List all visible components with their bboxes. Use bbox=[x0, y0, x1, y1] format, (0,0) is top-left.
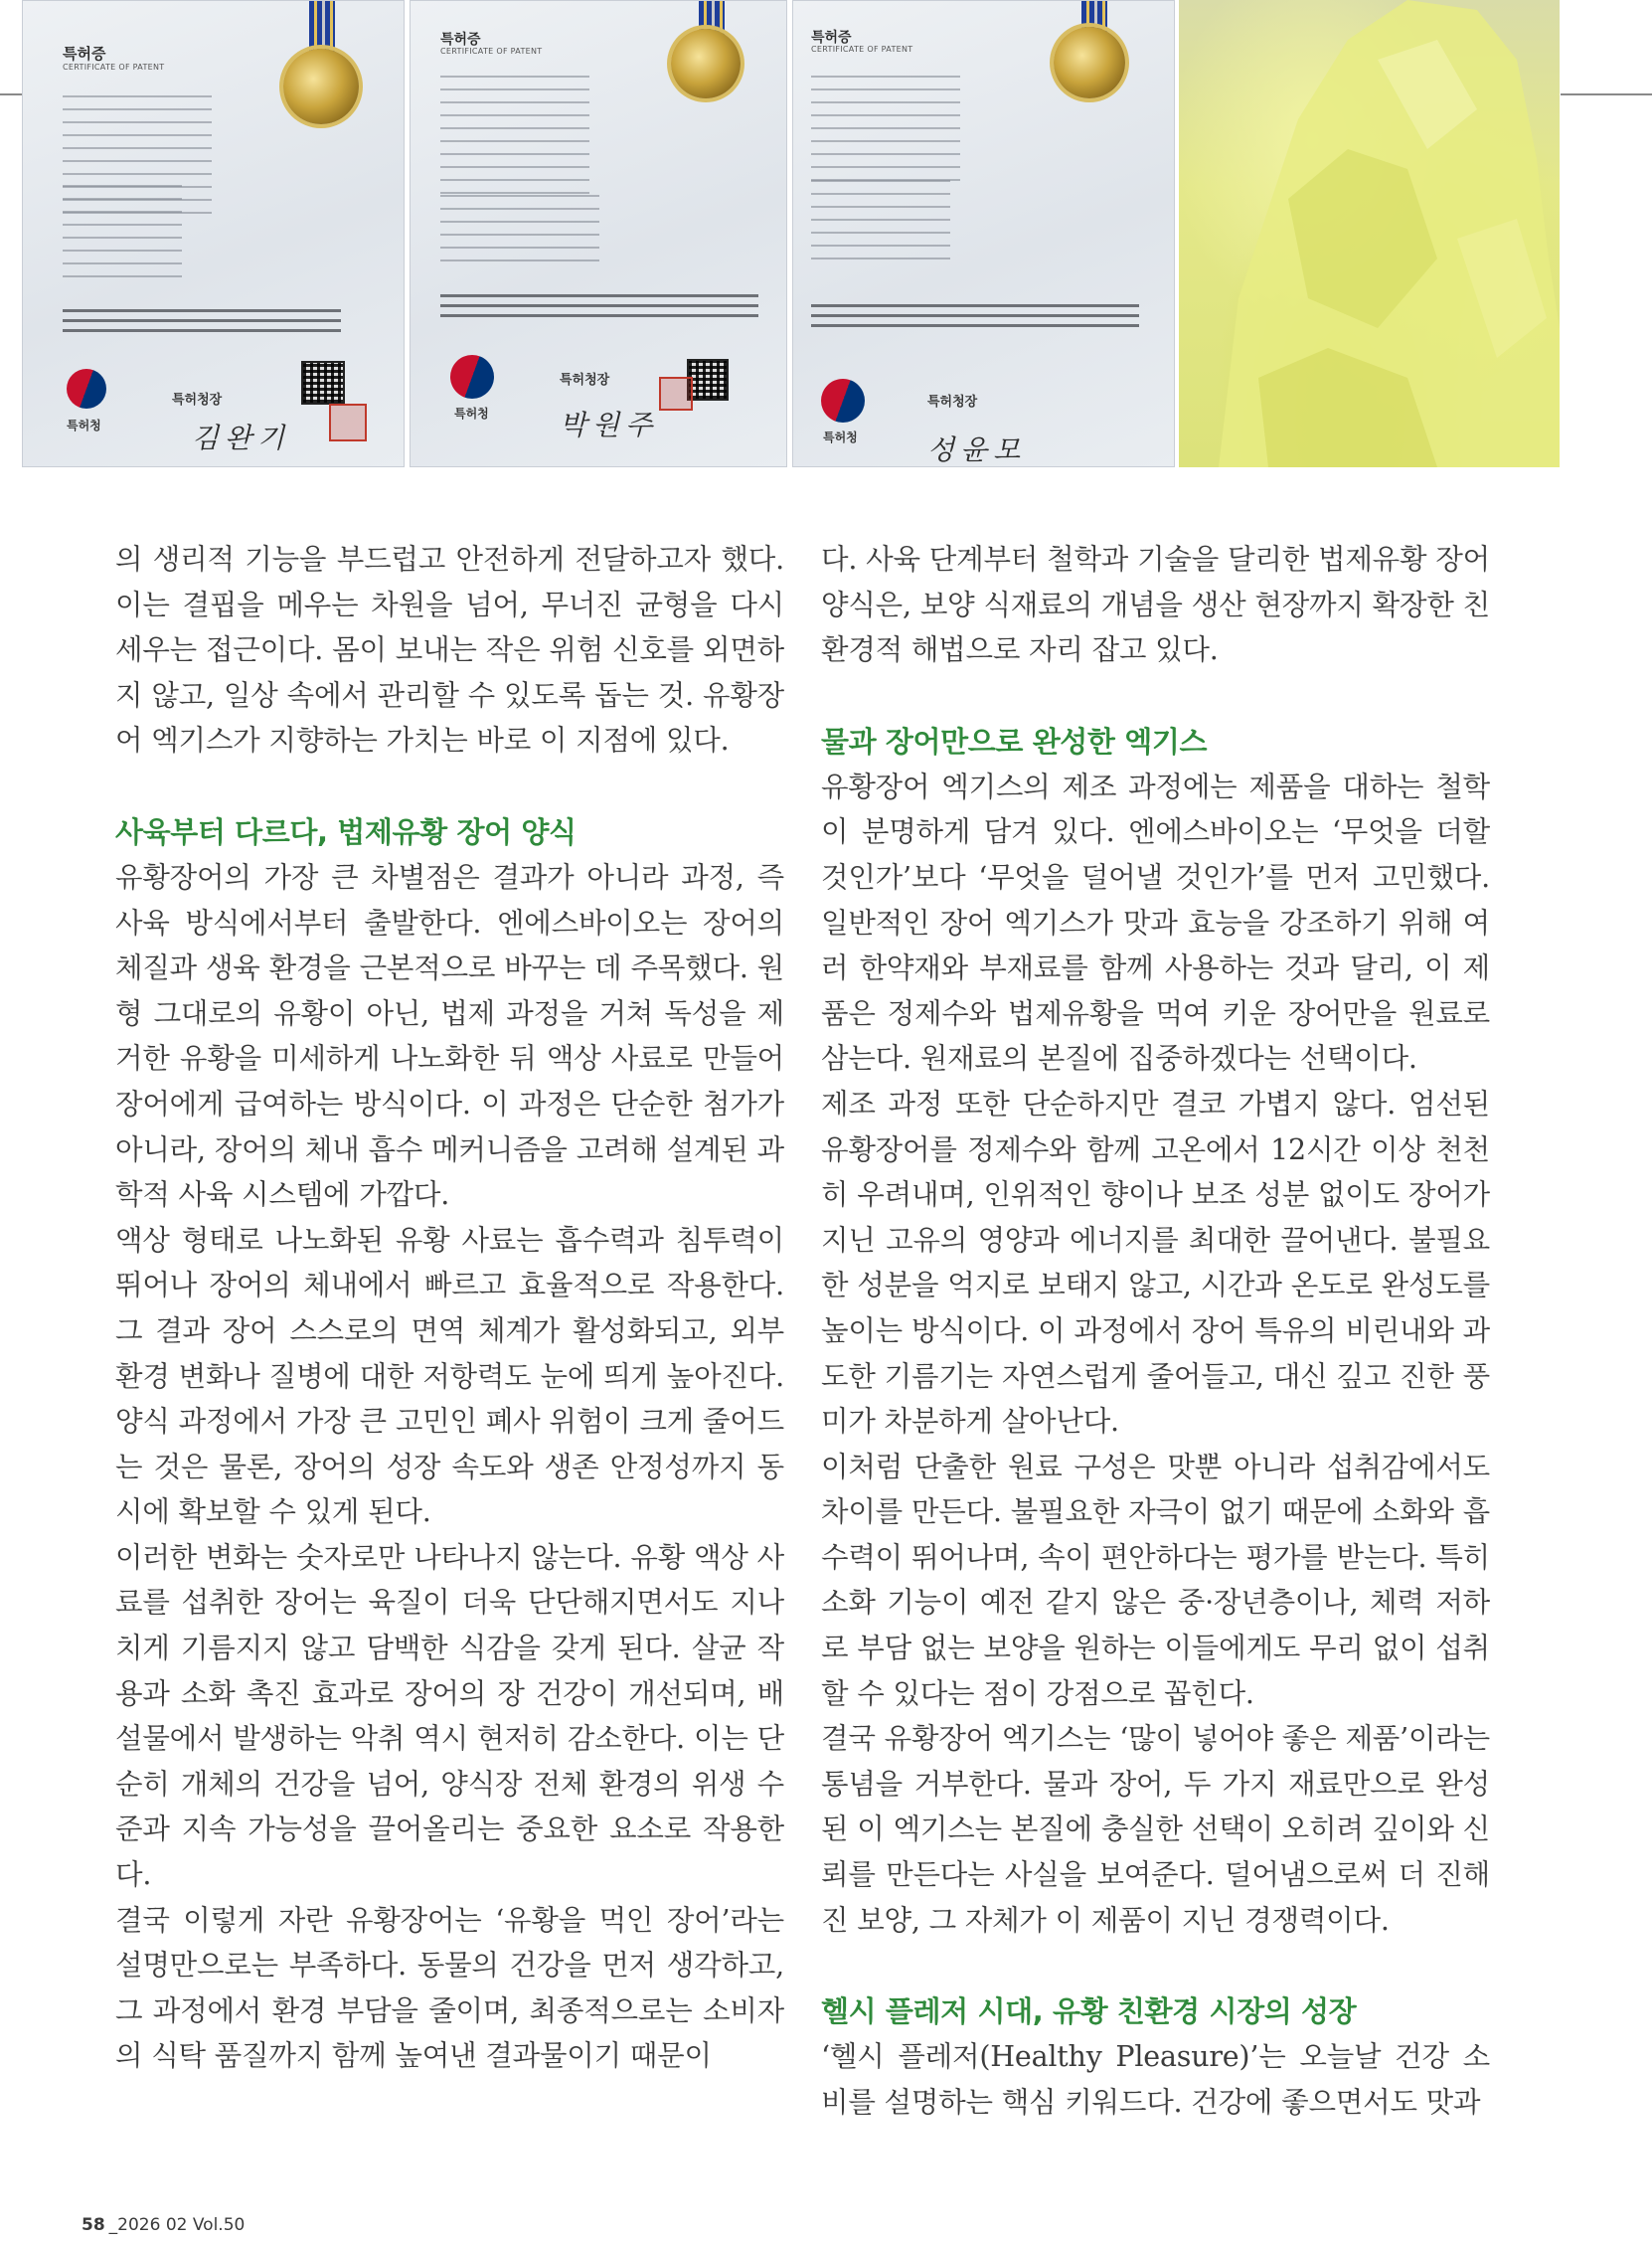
section-heading: 헬시 플레저 시대, 유황 친환경 시장의 성장 bbox=[821, 1994, 1357, 2029]
commissioner-signature: 김완기 bbox=[192, 422, 291, 454]
qr-code-icon bbox=[687, 359, 729, 401]
body-paragraph: 이처럼 단출한 원료 구성은 맛뿐 아니라 섭취감에서도 차이를 만든다. 불필요한 자극이 없기 때문에 소화와 흡수력이 뛰어나며, 속이 편안하다는 평가를 받는다. 특히 소화 기능이 예전 같지 않은 중·장년층이나, 체력 저하로 부담 없는 보양을 원하는 이들에게도 무리 없이 섭취할 수 있다는 점이 강점으로 꼽힌다. bbox=[821, 1450, 1490, 1710]
commissioner-label: 특허청장 bbox=[560, 373, 610, 388]
commissioner-signature: 박원주 bbox=[560, 409, 659, 441]
body-paragraph: 유황장어 엑기스의 제조 과정에는 제품을 대하는 철학이 분명하게 담겨 있다. 엔에스바이오는 ‘무엇을 더할 것인가’보다 ‘무엇을 덜어낼 것인가’를 먼저 고민했다. 일반적인 장어 엑기스가 맛과 효능을 강조하기 위해 여러 한약재와 부재료를 함께 사용하는 것과 달리, 이 제품은 정제수와 법제유황을 먹여 키운 장어만을 원료로 삼는다. 원재료의 본질에 집중하겠다는 선택이다. bbox=[821, 770, 1490, 1076]
body-paragraph: 유황장어의 가장 큰 차별점은 결과가 아니라 과정, 즉 사육 방식에서부터 출발한다. 엔에스바이오는 장어의 체질과 생육 환경을 근본적으로 바꾸는 데 주목했다. 원형 그대로의 유황이 아닌, 법제 과정을 거쳐 독성을 제거한 유황을 미세하게 나노화한 뒤 액상 사료로 만들어 장어에게 급여하는 방식이다. 이 과정은 단순한 첨가가 아니라, 장어의 체내 흡수 메커니즘을 고려해 설계된 과학적 사육 시스템에 가깝다. bbox=[115, 860, 784, 1212]
qr-code-icon bbox=[301, 361, 345, 405]
gold-seal-icon bbox=[1054, 27, 1125, 98]
office-label: 특허청 bbox=[67, 419, 101, 432]
patent-certificate-photo-2 bbox=[410, 0, 787, 467]
certificate-title: 특허증 bbox=[440, 32, 481, 48]
office-label: 특허청 bbox=[823, 431, 858, 444]
body-paragraph: 이러한 변화는 숫자로만 나타나지 않는다. 유황 액상 사료를 섭취한 장어는 육질이 더욱 단단해지면서도 지나치게 기름지지 않고 담백한 식감을 갖게 된다. 살균 작용과 소화 촉진 효과로 장어의 장 건강이 개선되며, 배설물에서 발생하는 악취 역시 현저히 감소한다. 이는 단순히 개체의 건강을 넘어, 양식장 전체 환경의 위생 수준과 지속 가능성을 끌어올리는 중요한 요소로 작용한다. bbox=[115, 1540, 784, 1892]
paragraph-gap bbox=[821, 1943, 1490, 1988]
gold-seal-icon bbox=[671, 29, 741, 98]
body-paragraph: 다. 사육 단계부터 철학과 기술을 달리한 법제유황 장어 양식은, 보양 식재료의 개념을 생산 현장까지 확장한 친환경적 해법으로 자리 잡고 있다. bbox=[821, 543, 1490, 667]
certificate-title: 특허증 bbox=[811, 30, 852, 46]
page-number: 58 bbox=[82, 2215, 105, 2235]
government-emblem-icon bbox=[67, 369, 106, 409]
certificate-statement bbox=[440, 294, 758, 324]
body-paragraph: 제조 과정 또한 단순하지만 결코 가볍지 않다. 엄선된 유황장어를 정제수와 함께 고온에서 12시간 이상 천천히 우려내며, 인위적인 향이나 보조 성분 없이도 장어가 지닌 고유의 영양과 에너지를 최대한 끌어낸다. 불필요한 성분을 억지로 보태지 않고, 시간과 온도로 완성도를 높이는 방식이다. 이 과정에서 장어 특유의 비린내와 과도한 기름기는 자연스럽게 줄어들고, 대신 깊고 진한 풍미가 차분하게 살아난다. bbox=[821, 1087, 1490, 1439]
paragraph-gap bbox=[115, 764, 784, 809]
header-rule-left bbox=[0, 93, 22, 95]
body-paragraph: 액상 형태로 나노화된 유황 사료는 흡수력과 침투력이 뛰어나 장어의 체내에서 빠르고 효율적으로 작용한다. 그 결과 장어 스스로의 면역 체계가 활성화되고, 외부 환경 변화나 질병에 대한 저항력도 눈에 띄게 높아진다. 양식 과정에서 가장 큰 고민인 폐사 위험이 크게 줄어드는 것은 물론, 장어의 성장 속도와 생존 안정성까지 동시에 확보할 수 있게 된다. bbox=[115, 1223, 784, 1529]
gold-seal-icon bbox=[283, 49, 359, 124]
right-text-column bbox=[821, 537, 1490, 2125]
certificate-statement bbox=[63, 309, 341, 339]
certificate-subtitle: CERTIFICATE OF PATENT bbox=[811, 45, 913, 54]
office-label: 특허청 bbox=[454, 407, 489, 421]
sulfur-rock-illustration bbox=[1179, 0, 1560, 467]
body-paragraph: 의 생리적 기능을 부드럽고 안전하게 전달하고자 했다. 이는 결핍을 메우는 차원을 넘어, 무너진 균형을 다시 세우는 접근이다. 몸이 보내는 작은 위험 신호를 외면하지 않고, 일상 속에서 관리할 수 있도록 돕는 것. 유황장어 엑기스가 지향하는 가치는 바로 이 지점에 있다. bbox=[115, 543, 784, 758]
official-stamp-icon bbox=[659, 377, 693, 411]
certificate-fields bbox=[440, 76, 589, 195]
certificate-title: 특허증 bbox=[63, 45, 106, 63]
issue-label: _2026 02 Vol.50 bbox=[108, 2215, 246, 2235]
certificate-fields-secondary bbox=[440, 195, 599, 264]
sulfur-rock-photo bbox=[1179, 0, 1560, 467]
certificate-subtitle: CERTIFICATE OF PATENT bbox=[63, 63, 165, 72]
section-heading: 물과 장어만으로 완성한 엑기스 bbox=[821, 724, 1208, 759]
paragraph-gap bbox=[821, 673, 1490, 719]
section-heading: 사육부터 다르다, 법제유황 장어 양식 bbox=[115, 814, 577, 849]
header-rule-right bbox=[1561, 93, 1652, 95]
body-paragraph: 결국 유황장어 엑기스는 ‘많이 넣어야 좋은 제품’이라는 통념을 거부한다. 물과 장어, 두 가지 재료만으로 완성된 이 엑기스는 본질에 충실한 선택이 오히려 깊이와 신뢰를 만든다는 사실을 보여준다. 덜어냄으로써 더 진해진 보양, 그 자체가 이 제품이 지닌 경쟁력이다. bbox=[821, 1722, 1490, 1937]
certificate-fields-secondary bbox=[63, 185, 182, 284]
commissioner-label: 특허청장 bbox=[172, 393, 223, 408]
body-paragraph: 결국 이렇게 자란 유황장어는 ‘유황을 먹인 장어’라는 설명만으로는 부족하다. 동물의 건강을 먼저 생각하고, 그 과정에서 환경 부담을 줄이며, 최종적으로는 소비자의 식탁 품질까지 함께 높여낸 결과물이기 때문이 bbox=[115, 1903, 784, 2073]
patent-certificate-photo-3 bbox=[792, 0, 1175, 467]
body-paragraph: ‘헬시 플레저(Healthy Pleasure)’는 오늘날 건강 소비를 설명하는 핵심 키워드다. 건강에 좋으면서도 맛과 bbox=[821, 2040, 1490, 2119]
government-emblem-icon bbox=[821, 379, 865, 423]
certificate-subtitle: CERTIFICATE OF PATENT bbox=[440, 47, 543, 56]
certificate-fields-secondary bbox=[811, 180, 950, 269]
left-text-column bbox=[115, 537, 784, 2079]
commissioner-label: 특허청장 bbox=[927, 395, 978, 410]
certificate-fields bbox=[811, 76, 960, 185]
official-stamp-icon bbox=[329, 404, 367, 441]
commissioner-signature: 성윤모 bbox=[927, 433, 1027, 466]
page-footer bbox=[82, 2215, 245, 2235]
government-emblem-icon bbox=[450, 355, 494, 399]
patent-certificate-photo-1 bbox=[22, 0, 405, 467]
certificate-statement bbox=[811, 304, 1139, 334]
